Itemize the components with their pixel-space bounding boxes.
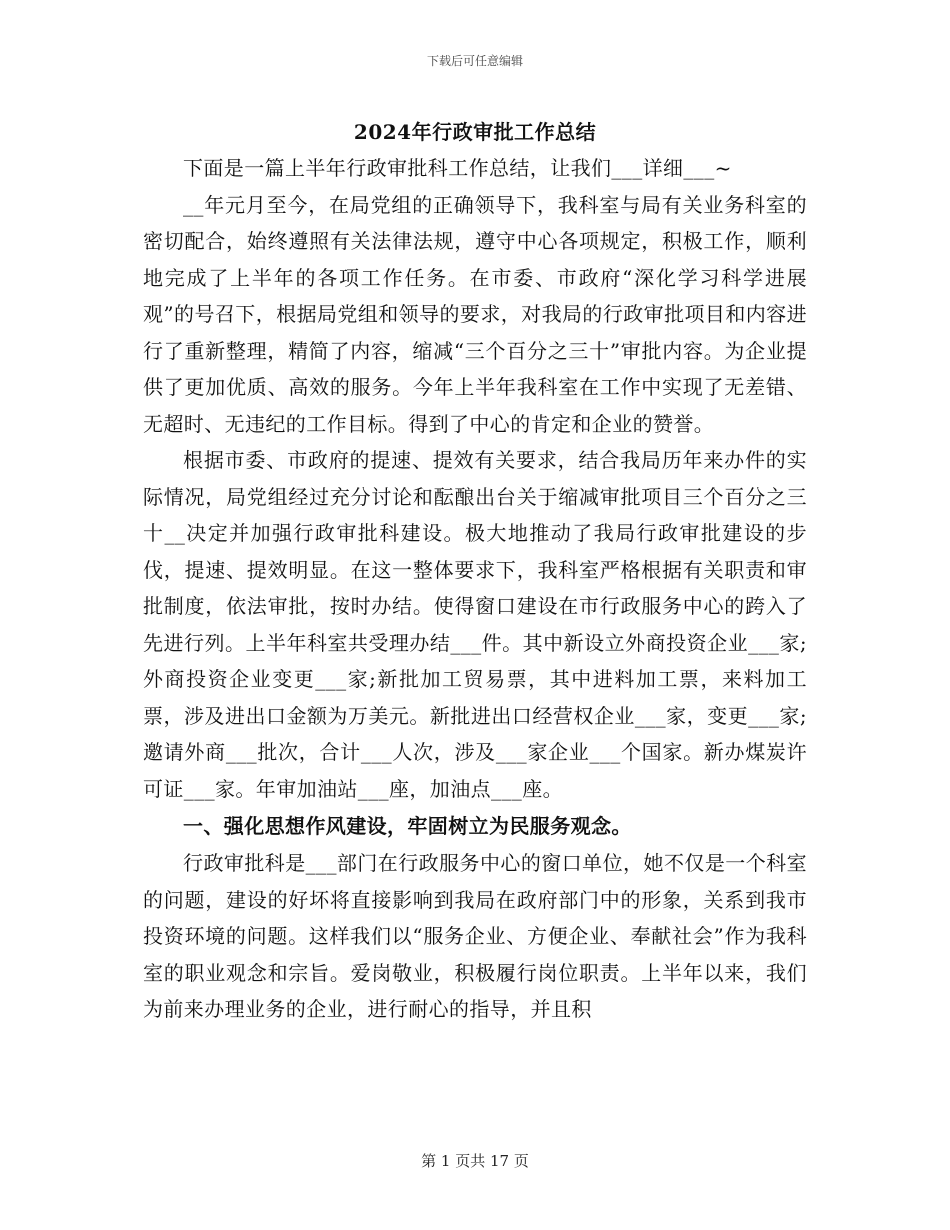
intro-paragraph: 下面是一篇上半年行政审批科工作总结，让我们___详细___~ (183, 156, 732, 180)
paragraph-overview: __年元月至今，在局党组的正确领导下，我科室与局有关业务科室的密切配合，始终遵照有关法律法规，遵守中心各项规定，积极工作，顺利地完成了上半年的各项工作任务。在市委、市政府“深化学习科学进展观”的号召下，根据局党组和领导的要求，对我局的行政审批项目和内容进行了重新整理，精简了内容，缩减“三个百分之三十”审批内容。为企业提供了更加优质、高效的服务。今年上半年我科室在工作中实现了无差错、无超时、无违纪的工作目标。得到了中心的肯定和企业的赞誉。 (143, 192, 807, 436)
paragraph-statistics: 根据市委、市政府的提速、提效有关要求，结合我局历年来办件的实际情况，局党组经过充分讨论和酝酿出台关于缩减审批项目三个百分之三十__决定并加强行政审批科建设。极大地推动了我局行政审批建设的步伐，提速、提效明显。在这一整体要求下，我科室严格根据有关职责和审批制度，依法审批，按时办结。使得窗口建设在市行政服务中心的跨入了先进行列。上半年科室共受理办结___件。其中新设立外商投资企业___家;外商投资企业变更___家;新批加工贸易票，其中进料加工票，来料加工票，涉及进出口金额为万美元。新批进出口经营权企业___家，变更___家;邀请外商___批次，合计___人次，涉及___家企业___个国家。新办煤炭许可证___家。年审加油站___座，加油点___座。 (143, 448, 807, 801)
document-title: 2024年行政审批工作总结 (353, 120, 597, 144)
page-number-footer: 第 1 页共 17 页 (421, 1152, 529, 1170)
document-body (143, 150, 807, 1028)
section-1-paragraph: 行政审批科是___部门在行政服务中心的窗口单位，她不仅是一个科室的问题，建设的好坏将直接影响到我局在政府部门中的形象，关系到我市投资环境的问题。这样我们以“服务企业、方便企业、奉献社会”作为我科室的职业观念和宗旨。爱岗敬业，积极履行岗位职责。上半年以来，我们为前来办理业务的企业，进行耐心的指导，并且积 (143, 851, 807, 1021)
section-heading-1: 一、强化思想作风建设，牢固树立为民服务观念。 (183, 814, 632, 838)
page-header-note: 下载后可任意编辑 (426, 54, 523, 68)
